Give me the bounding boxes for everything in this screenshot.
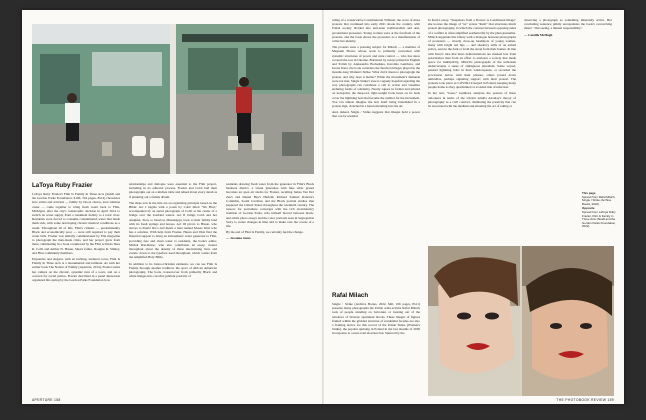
paragraph: In her text, "Gaze," Gembara analyzes the posture of these onlookers in terms of the scholar Ariella Azoulay's theory of photography as a civil contract, dismissing the passivity that can be associated with the medium and situating the act of taking or <box>428 91 516 109</box>
folio-left: APERTURE 158 <box>32 398 61 402</box>
caption-text: Spread from Rafal Milach, Single / Strike (Archive Books, 2022) <box>582 194 616 206</box>
folio-right: THE PHOTOBOOK REVIEW 159 <box>556 398 614 402</box>
left-column-1 <box>32 192 120 284</box>
paragraph: The three acts in the title are an organizing principle based on the Bible: Act I begins with a poem by Cobb titled "We Flint," accompanied by an aerial photograph of Cobb at the center of a bridge over the troubled waters. Act II brings Cobb and her daughter, Zion, to Newton, Mississippi, back to their family land with its fresh springs and horses. Act III pivots to Hasan, who moves to Puerto Rico and meets a man named Moses West who has a solution. With help from Frazier, Hasan and West find the financial support to bring an atmospheric water generator to Flint, providing free and clean water to residents, the book's editor, Michal Raz-Russo, who also contributes an essay, creates throughout about the density of these intertwining lives and events, down to the typeface used throughout, which comes from the Amplified Holy Bible. <box>129 200 217 260</box>
right-column-1-bottom <box>332 302 420 338</box>
reviewer-signature: — Camille McHugh <box>524 32 553 37</box>
right-column-2 <box>428 18 516 110</box>
section-heading-frazier: LaToya Ruby Frazier <box>32 182 93 189</box>
caption-title: Opposite <box>582 206 595 211</box>
section-heading-milach: Rafal Milach <box>332 292 369 299</box>
paragraph: In Kurz's essay, "Snapshots from a Protest: A Conditional Image" she locates the image of "us" versus "them" that structures much protest photography, in which the contrast between opposing sides of a conflict is often amplified aesthetically by the photojournalist. Milach supplants this binary with a dialogue between photographs of protesters — mostly close-up headshots of young women, many with bright red lips — and shadowy stills of an armed police, seen in the dark or from the street from their homes. In line with Kurz's idea that mass demonstrations are marked less from polarization than from an effort to envision a society that made space for multiplicity, Milach's photographs of the unbroken undercurrents a sense of ambiguous pluralism. Some waved, painted lightning bolts in their windowpanes, or recorded the procession below with their phones; others posted down umbrellas, perhaps signaling support with their protest. The protests took place as COVID-19 surged in Poland, keeping many people home as they quarantined or avoided risk of infection. <box>428 18 516 90</box>
paragraph: residents drawing fresh water from the generator in Flint's Black business district, a visual guarantee with fake rebar grated becomes an open air studio for Frazier, recalling James Van Der Zee's and Daniel Bey's Harlem; Richard Samuel Roberts's Columbia, South Carolina; and the Black portrait studios that peppered the United States throughout the twentieth century. The reason: for portraiture converges with the rich documentary tradition of Gordon Parks, who himself moved between black-and-white photo essays and the color portraits seen in Segregation Story to create changes in time and to make over the course of a life. <box>226 182 314 229</box>
paragraph: relationships and dialogue were essential to the Flint project, including in its editorial process. Frazier and Cobb laid their photographs out on a kitchen table and talked about every detail as if planning out a family album. <box>129 182 217 199</box>
paragraph: Expansive and elegant, with an inviting, textured cover, Flint Is Family in Three Acts is a monumental and intimate. As with her earlier book The Notion of Family (Aperture, 2014), Frazier trains her camera on the chronic, systemic ruin of a town, and on a concern for social justice. Frazier described in a panel discussion organized this spring by the Gordon Parks Foundation how <box>32 257 120 283</box>
gutter <box>322 10 324 404</box>
milach-photo-spread <box>428 246 614 396</box>
left-column-2 <box>129 182 217 280</box>
paragraph: LaToya Ruby Frazier's Flint Is Family in Three Acts (Steidl and the Gordon Parks Foundation, $100, 324 pages, 8x14) chronicles how artists and activists — family by blood, choice, and common cause — came together to bring fresh water back to Flint, Michigan, after the city's catastrophic decision in April 2014 to switch its water supply from a treatment facility to a toxic river. Residents were forced to consume contaminated water that made them sick, with some developing chronic medical conditions as a result. Throughout all of this, Flint's citizens — predominantly Black and economically poor — were still required to pay their water bills. Frazier was initially commissioned by Elle magazine to photograph the man-made crisis, and her project grew from there, culminating in a book coauthored by the Flint activists Shea R. Cobb and Amber N. Hasan, Shea's father, Douglas R. Smiley, and Flint community members. <box>32 192 120 255</box>
paragraph: The protests were a pressing subject for Milach — a member of Magnum Photos whose work is primarily concerned with systemic structures of power and state control — who has since covered the war in Ukraine. Bolstered by essays printed in English and Polish by Aleksandra Bocheńska, Karolina Gembara, and Iwona Kurz, the book considers the function images played in the months-long Women's Strike. What did it mean to photograph the protest, and why does it matter? While the movement's demands were not met, Single Strike's tone is vaguely hopeful regarding the way photographs can constitute a call to action and visualize enduring forms of solidarity. Nearly square in format and printed on newsprint, the deep-red, light-weight book bears on its back cover the lightning bolt that became the symbol for the movement. You can almost imagine the bolt itself being brandished in a protest sign, clenched in a hand extending into the air. <box>332 45 420 109</box>
left-column-3 <box>226 182 314 243</box>
paragraph: observing a photograph as something inherently active. Her concluding sentence pithily encapsulates the book's overarching thrust: "Our seeing, a mutual responsibility." <box>524 18 612 31</box>
paragraph: Single / Strike (Archive Books, 2022, $40, 196 pages, 8x11) presents many photographs the Polish artist-activist Rafal Milach took of people standing on balconies or looking out of the windows of Warsaw apartment blocks. These images of figures framed within the gridded structure of residential facades are also a framing device for this record of the Polish Strike (Women's Strike), the popular uprising in Poland in the last months of 2020 in response to a near-total abortion ban. Spurred by the <box>332 302 420 336</box>
flint-photo-illustration <box>32 24 314 174</box>
right-column-1-top <box>332 18 420 121</box>
paragraph: In addition to its Judeo-Christian elements, we can see Flint Is Family through another tradition: the sport of African American photography. The book crossed-over from primarily Black and white images into colorful, jubilant portraits of <box>129 261 217 279</box>
paragraph: By the end of Flint Is Family, we certainly feel the change. <box>226 230 304 235</box>
flint-photo-spread <box>32 24 314 174</box>
book-spread <box>22 10 624 404</box>
caption-title: This page <box>582 191 596 195</box>
reviewer-signature: — Jovanna Jones <box>226 236 251 241</box>
paragraph: And, indeed, Single / Strike suggests that images hold a power that can be wielded. <box>332 110 420 119</box>
caption-text: Spread from LaToya Ruby Frazier, Flint Is Family in Three Acts (Steidl and the Gordon Parks Foundation, 2022) <box>582 209 616 229</box>
paragraph: ruling of a conservative Constitutional Tribunal, the wave of mass protests that continued into early 2021 shook the country, with Polish society divided into anti-state traditionalists and anti-government protesters. Young women were at the forefront of the protests, and the book shows the protesters as a manifestation of collective identity. <box>332 18 420 44</box>
right-column-3-top <box>524 18 612 39</box>
photo-caption <box>582 192 620 229</box>
milach-photo-illustration <box>428 246 614 396</box>
